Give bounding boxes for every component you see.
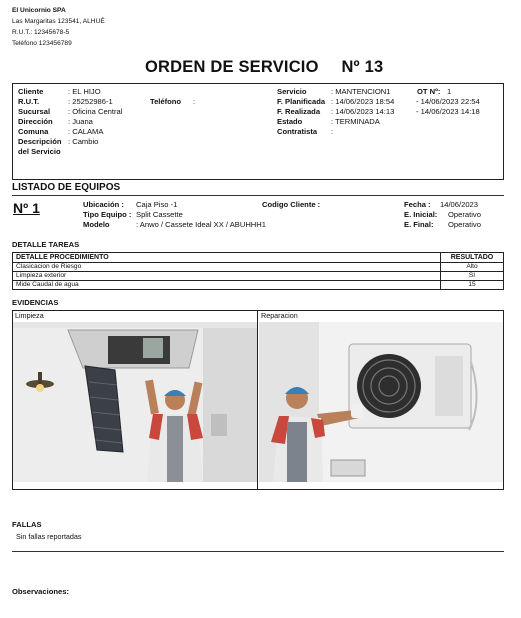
equipo-number: Nº 1	[13, 200, 40, 216]
fallas-heading: FALLAS	[12, 520, 42, 529]
equipo-status	[404, 200, 481, 230]
equipos-divider	[12, 195, 504, 196]
servicio-value: : MANTENCION1	[331, 87, 391, 96]
planificada-value: : 14/06/2023 18:54	[331, 97, 395, 106]
ot-value: 1	[447, 87, 452, 96]
resultado-cell: 15	[441, 281, 504, 290]
estado-label: Estado	[277, 117, 303, 126]
final-label: E. Final:	[404, 220, 434, 229]
planificada-end: - 14/06/2023 22:54	[416, 97, 480, 106]
inicial-value: Operativo	[448, 210, 481, 219]
table-row	[13, 263, 504, 272]
estado-value: : TERMINADA	[331, 117, 380, 126]
descripcion-value: : Cambio	[68, 137, 99, 146]
limpieza-photo	[13, 322, 257, 482]
ubicacion-value: Caja Piso -1	[136, 200, 178, 209]
company-rut: R.U.T.: 12345678-5	[12, 29, 70, 36]
title-text: ORDEN DE SERVICIO	[145, 58, 319, 76]
company-info	[12, 5, 105, 49]
modelo-value: : Anwo / Cassete Ideal XX / ABUHHH1	[136, 220, 266, 229]
rut-value: : 25252986-1	[68, 97, 113, 106]
limpieza-caption: Limpieza	[15, 311, 44, 320]
tareas-heading: DETALLE TAREAS	[12, 240, 80, 249]
realizada-label: F. Realizada	[277, 107, 321, 116]
equipos-heading: LISTADO DE EQUIPOS	[12, 182, 121, 193]
comuna-label: Comuna	[18, 127, 49, 136]
cliente-value: : EL HIJO	[68, 87, 101, 96]
telefono-label: Teléfono	[150, 97, 182, 106]
tareas-table	[12, 252, 504, 290]
realizada-end: - 14/06/2023 14:18	[416, 107, 480, 116]
sucursal-label: Sucursal	[18, 107, 51, 116]
page-title	[145, 58, 383, 77]
observaciones-heading: Observaciones:	[12, 587, 69, 596]
rut-label: R.U.T.	[18, 97, 40, 106]
client-details	[18, 87, 195, 157]
contratista-label: Contratista	[277, 127, 318, 136]
direccion-label: Dirección	[18, 117, 53, 126]
col-procedimiento: DETALLE PROCEDIMIENTO	[13, 253, 441, 263]
resultado-cell: Alto	[441, 263, 504, 272]
descripcion-label: Descripción	[18, 137, 62, 146]
tareas-header-row	[13, 253, 504, 263]
equipo-details	[83, 200, 266, 230]
comuna-value: : CALAMA	[68, 127, 104, 136]
table-row	[13, 272, 504, 281]
reparacion-caption: Reparacion	[261, 311, 298, 320]
fecha-value: 14/06/2023	[440, 200, 479, 209]
company-phone: Teléfono 123456789	[12, 40, 72, 47]
company-name: El Unicornio SPA	[12, 7, 66, 14]
table-row	[13, 281, 504, 290]
codigo-cliente-label: Codigo Cliente :	[262, 200, 321, 209]
procedimiento-cell: Limpieza exterior	[13, 272, 441, 281]
reparacion-photo	[259, 322, 503, 482]
company-address: Las Margaritas 123541, ALHUÉ	[12, 18, 105, 25]
cliente-label: Cliente	[18, 87, 44, 96]
ubicacion-label: Ubicación :	[83, 200, 124, 209]
procedimiento-cell: Clasicacion de Riesgo	[13, 263, 441, 272]
fallas-text: Sin fallas reportadas	[16, 532, 82, 541]
ot-label: OT Nº:	[417, 87, 441, 96]
tipo-value: Split Cassette	[136, 210, 183, 219]
modelo-label: Modelo	[83, 220, 110, 229]
resultado-cell: SI	[441, 272, 504, 281]
direccion-value: : Juana	[68, 117, 93, 126]
fallas-divider	[12, 551, 504, 552]
planificada-label: F. Planificada	[277, 97, 326, 106]
service-details	[277, 87, 480, 137]
contratista-value: :	[331, 127, 334, 136]
order-number: Nº 13	[341, 58, 384, 76]
col-resultado: RESULTADO	[441, 253, 504, 263]
descripcion-label-2: del Servicio	[18, 147, 61, 156]
procedimiento-cell: Mide Caudal de agua	[13, 281, 441, 290]
evidencias-divider	[257, 310, 258, 490]
evidencias-heading: EVIDENCIAS	[12, 298, 59, 307]
tipo-label: Tipo Equipo :	[83, 210, 132, 219]
inicial-label: E. Inicial:	[404, 210, 438, 219]
realizada-value: : 14/06/2023 14:13	[331, 107, 395, 116]
telefono-value: :	[193, 97, 196, 106]
fecha-label: Fecha :	[404, 200, 431, 209]
sucursal-value: : Oficina Central	[68, 107, 123, 116]
servicio-label: Servicio	[277, 87, 307, 96]
final-value: Operativo	[448, 220, 481, 229]
